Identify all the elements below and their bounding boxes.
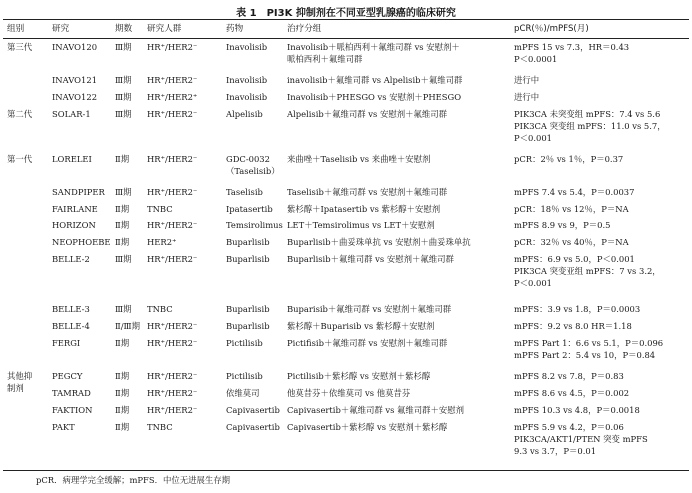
cell-group: 第三代 bbox=[7, 42, 33, 52]
cell-outcome: mPFS 5.9 vs 4.2，P＝0.06 PIK3CA/AKT1/PTEN 突变 mPFS 9.3 vs 3.7，P＝0.01 bbox=[514, 422, 648, 456]
cell-phase: Ⅲ期 bbox=[115, 92, 132, 102]
cell-drug: 依维莫司 bbox=[226, 388, 260, 398]
cell-outcome: mPFS 8.6 vs 4.5，P＝0.002 bbox=[514, 388, 630, 398]
cell-outcome: pCR：18％ vs 12％，P＝NA bbox=[514, 204, 629, 214]
cell-phase: Ⅱ期 bbox=[115, 220, 130, 230]
cell-population: HR⁺/HER2⁺ bbox=[147, 92, 198, 102]
cell-drug: Taselisib bbox=[226, 187, 263, 197]
cell-study: LORELEI bbox=[52, 154, 92, 164]
cell-group: 其他抑 制剂 bbox=[7, 371, 33, 393]
cell-population: HER2⁺ bbox=[147, 237, 177, 247]
cell-study: SANDPIPER bbox=[52, 187, 105, 197]
cell-population: TNBC bbox=[147, 204, 173, 214]
cell-outcome: pCR：2％ vs 1％，P＝0.37 bbox=[514, 154, 624, 164]
cell-outcome: mPFS：6.9 vs 5.0，P＜0.001 PIK3CA 突变亚组 mPFS：7 vs 3.2， P＜0.001 bbox=[514, 254, 661, 288]
cell-outcome: mPFS 8.2 vs 7.8，P＝0.83 bbox=[514, 371, 624, 381]
cell-population: HR⁺/HER2⁻ bbox=[147, 254, 198, 264]
cell-population: HR⁺/HER2⁻ bbox=[147, 338, 198, 348]
cell-outcome: 进行中 bbox=[514, 92, 540, 102]
cell-population: HR⁺/HER2⁻ bbox=[147, 371, 198, 381]
cell-drug: Alpelisib bbox=[226, 109, 263, 119]
cell-phase: Ⅱ期 bbox=[115, 422, 130, 432]
cell-treatment: Pictilisib＋紫杉醇 vs 安慰剂＋紫杉醇 bbox=[287, 371, 431, 381]
cell-phase: Ⅲ期 bbox=[115, 304, 132, 314]
cell-drug: Pictilisib bbox=[226, 371, 263, 381]
cell-phase: Ⅲ期 bbox=[115, 109, 132, 119]
cell-phase: Ⅲ期 bbox=[115, 42, 132, 52]
cell-study: BELLE-2 bbox=[52, 254, 90, 264]
top-rule bbox=[3, 19, 689, 20]
cell-population: HR⁺/HER2⁻ bbox=[147, 75, 198, 85]
cell-treatment: Buparlisib＋曲妥珠单抗 vs 安慰剂＋曲妥珠单抗 bbox=[287, 237, 471, 247]
cell-phase: Ⅱ期 bbox=[115, 154, 130, 164]
cell-outcome: mPFS 7.4 vs 5.4，P＝0.0037 bbox=[514, 187, 635, 197]
cell-treatment: inavolisib＋氟维司群 vs Alpelisib＋氟维司群 bbox=[287, 75, 463, 85]
cell-population: HR⁺/HER2⁻ bbox=[147, 321, 198, 331]
cell-population: HR⁺/HER2⁻ bbox=[147, 109, 198, 119]
cell-drug: Inavolisib bbox=[226, 42, 268, 52]
cell-drug: Inavolisib bbox=[226, 92, 268, 102]
cell-drug: Inavolisib bbox=[226, 75, 268, 85]
cell-phase: Ⅱ期 bbox=[115, 204, 130, 214]
header-drug: 药物 bbox=[226, 24, 244, 34]
cell-treatment: LET＋Temsirolimus vs LET＋安慰剂 bbox=[287, 220, 435, 230]
cell-population: HR⁺/HER2⁻ bbox=[147, 187, 198, 197]
cell-outcome: PIK3CA 未突变组 mPFS：7.4 vs 5.6 PIK3CA 突变组 mPFS：11.0 vs 5.7， P＜0.001 bbox=[514, 109, 666, 143]
cell-treatment: Alpelisib＋氟维司群 vs 安慰剂＋氟维司群 bbox=[287, 109, 447, 119]
cell-treatment: 紫杉醇＋Buparisib vs 紫杉醇＋安慰剂 bbox=[287, 321, 435, 331]
cell-treatment: Taselisib＋氟维司群 vs 安慰剂＋氟维司群 bbox=[287, 187, 448, 197]
header-phase: 期数 bbox=[115, 24, 133, 34]
cell-drug: Buparlisib bbox=[226, 237, 270, 247]
cell-phase: Ⅲ期 bbox=[115, 187, 132, 197]
cell-outcome: mPFS Part 1：6.6 vs 5.1，P＝0.096 mPFS Part 2：5.4 vs 10，P＝0.84 bbox=[514, 338, 664, 360]
cell-outcome: 进行中 bbox=[514, 75, 540, 85]
table-title: 表 1 PI3K 抑制剂在不同亚型乳腺癌的临床研究 bbox=[236, 8, 456, 19]
cell-drug: Buparlisib bbox=[226, 304, 270, 314]
cell-study: FAIRLANE bbox=[52, 204, 98, 214]
cell-treatment: 来曲唑＋Taselisib vs 来曲唑＋安慰剂 bbox=[287, 154, 431, 164]
cell-treatment: 他莫昔芬＋依维莫司 vs 他莫昔芬 bbox=[287, 388, 411, 398]
cell-treatment: Inavolisib＋哌柏西利＋氟维司群 vs 安慰剂＋ 哌柏西利＋氟维司群 bbox=[287, 42, 460, 64]
cell-phase: Ⅱ/Ⅲ期 bbox=[115, 321, 140, 331]
cell-study: HORIZON bbox=[52, 220, 96, 230]
cell-outcome: pCR：32％ vs 40％，P＝NA bbox=[514, 237, 629, 247]
cell-drug: Ipatasertib bbox=[226, 204, 273, 214]
cell-population: TNBC bbox=[147, 304, 173, 314]
cell-drug: Capivasertib bbox=[226, 405, 280, 415]
cell-study: INAVO121 bbox=[52, 75, 98, 85]
header-group: 组别 bbox=[7, 24, 25, 34]
cell-treatment: 紫杉醇＋Ipatasertib vs 紫杉醇＋安慰剂 bbox=[287, 204, 441, 214]
cell-treatment: Capivasertib＋氟维司群 vs 氟维司群＋安慰剂 bbox=[287, 405, 465, 415]
cell-study: BELLE-3 bbox=[52, 304, 90, 314]
cell-study: PAKT bbox=[52, 422, 75, 432]
cell-outcome: mPFS 8.9 vs 9，P＝0.5 bbox=[514, 220, 611, 230]
cell-treatment: Inavolisib＋PHESGO vs 安慰剂＋PHESGO bbox=[287, 92, 462, 102]
cell-study: BELLE-4 bbox=[52, 321, 90, 331]
cell-study: NEOPHOEBE bbox=[52, 237, 111, 247]
cell-study: FAKTION bbox=[52, 405, 93, 415]
header-rule bbox=[3, 38, 689, 39]
cell-study: INAVO122 bbox=[52, 92, 98, 102]
cell-population: HR⁺/HER2⁻ bbox=[147, 405, 198, 415]
cell-treatment: Buparisib＋氟维司群 vs 安慰剂＋氟维司群 bbox=[287, 304, 452, 314]
cell-group: 第二代 bbox=[7, 109, 33, 119]
cell-drug: Temsirolimus bbox=[226, 220, 283, 230]
cell-study: FERGI bbox=[52, 338, 81, 348]
cell-treatment: Buparlisib＋氟维司群 vs 安慰剂＋氟维司群 bbox=[287, 254, 454, 264]
cell-study: INAVO120 bbox=[52, 42, 98, 52]
cell-outcome: mPFS：9.2 vs 8.0 HR＝1.18 bbox=[514, 321, 632, 331]
bottom-rule bbox=[3, 470, 689, 471]
cell-population: HR⁺/HER2⁻ bbox=[147, 220, 198, 230]
cell-phase: Ⅱ期 bbox=[115, 405, 130, 415]
cell-phase: Ⅱ期 bbox=[115, 338, 130, 348]
header-population: 研究人群 bbox=[147, 24, 182, 34]
cell-population: HR⁺/HER2⁻ bbox=[147, 388, 198, 398]
cell-study: PEGCY bbox=[52, 371, 83, 381]
cell-drug: Buparlisib bbox=[226, 321, 270, 331]
header-outcome: pCR(％)/mPFS(月) bbox=[514, 24, 589, 34]
cell-outcome: mPFS 10.3 vs 4.8，P＝0.0018 bbox=[514, 405, 640, 415]
header-study: 研究 bbox=[52, 24, 70, 34]
cell-phase: Ⅱ期 bbox=[115, 371, 130, 381]
cell-phase: Ⅲ期 bbox=[115, 254, 132, 264]
cell-phase: Ⅲ期 bbox=[115, 75, 132, 85]
cell-drug: GDC-0032 （Taselisib） bbox=[226, 154, 280, 176]
cell-phase: Ⅱ期 bbox=[115, 388, 130, 398]
cell-population: TNBC bbox=[147, 422, 173, 432]
cell-outcome: mPFS：3.9 vs 1.8，P＝0.0003 bbox=[514, 304, 641, 314]
cell-phase: Ⅱ期 bbox=[115, 237, 130, 247]
cell-treatment: Capivasertib＋紫杉醇 vs 安慰剂＋紫杉醇 bbox=[287, 422, 448, 432]
cell-study: TAMRAD bbox=[52, 388, 91, 398]
cell-group: 第一代 bbox=[7, 154, 33, 164]
cell-drug: Pictilisib bbox=[226, 338, 263, 348]
cell-population: HR⁺/HER2⁻ bbox=[147, 154, 198, 164]
cell-drug: Capivasertib bbox=[226, 422, 280, 432]
header-treatment: 治疗分组 bbox=[287, 24, 322, 34]
cell-study: SOLAR-1 bbox=[52, 109, 91, 119]
cell-outcome: mPFS 15 vs 7.3，HR＝0.43 P＜0.0001 bbox=[514, 42, 630, 64]
footnote: pCR．病理学完全缓解；mPFS．中位无进展生存期 bbox=[36, 475, 230, 485]
cell-population: HR⁺/HER2⁻ bbox=[147, 42, 198, 52]
cell-drug: Buparlisib bbox=[226, 254, 270, 264]
cell-treatment: Pictifisib＋氟维司群 vs 安慰剂＋氟维司群 bbox=[287, 338, 448, 348]
